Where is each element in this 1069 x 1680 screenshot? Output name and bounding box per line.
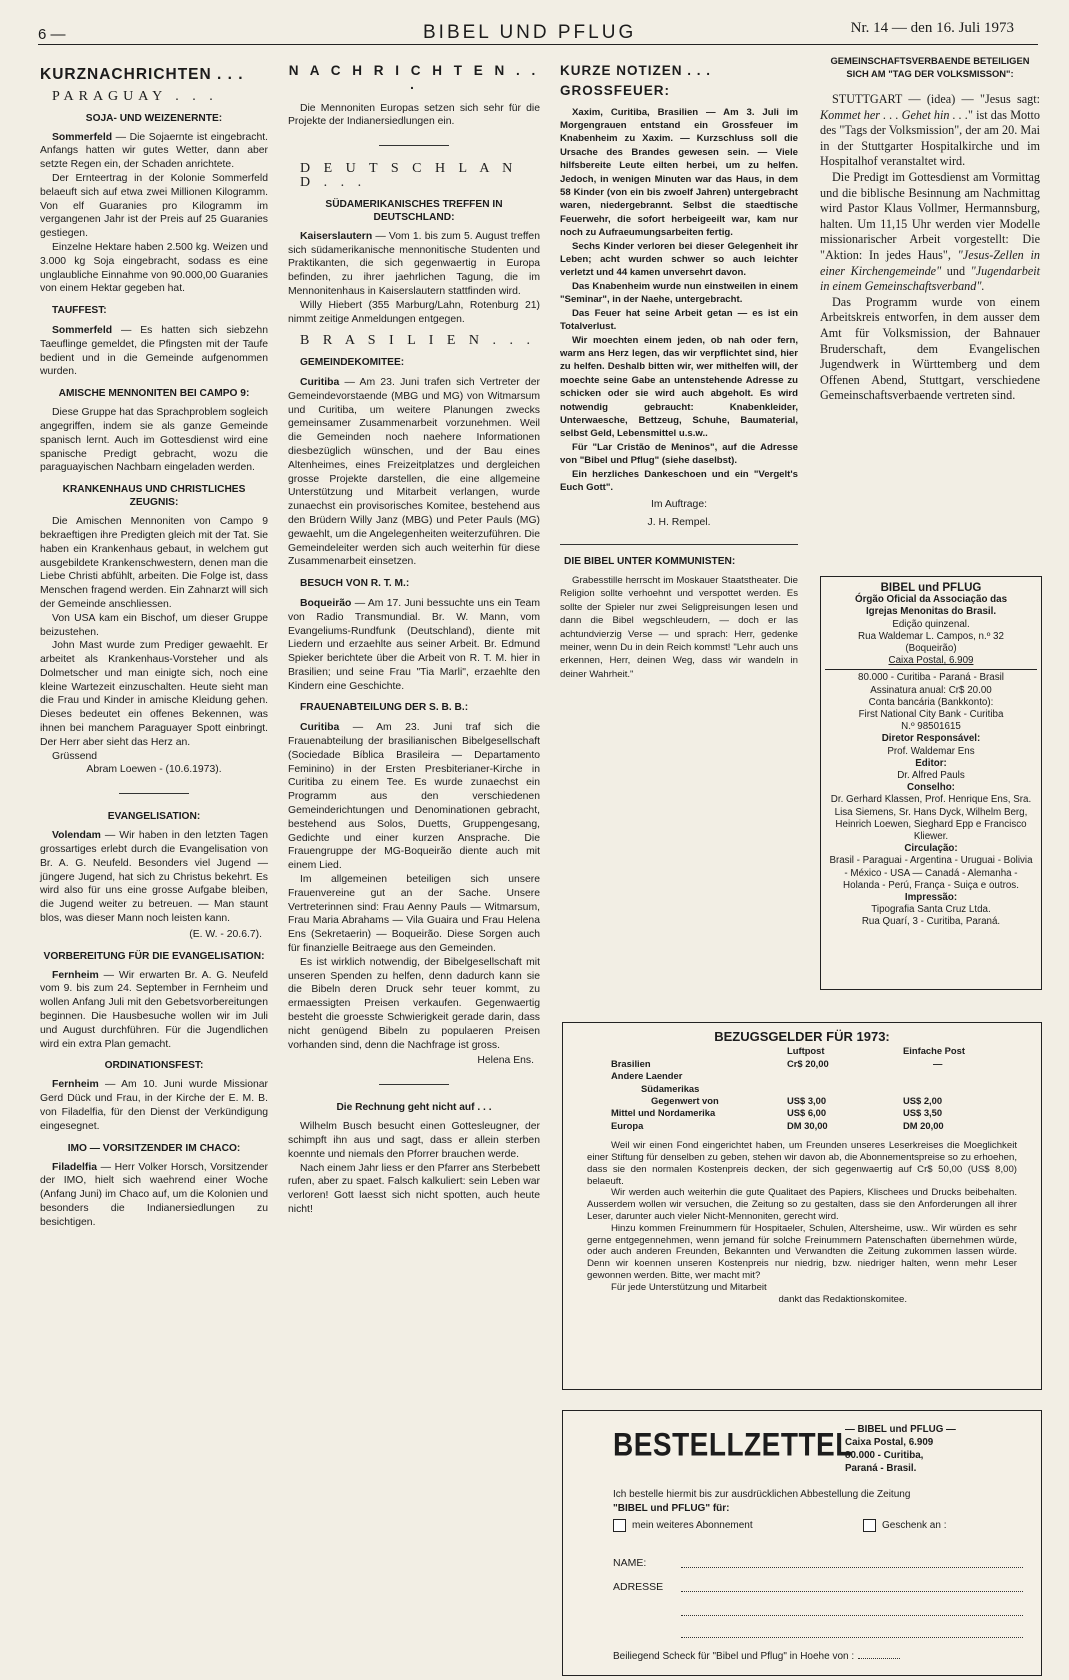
table-row bbox=[611, 1070, 1019, 1082]
article-title: SÜDAMERIKANISCHES TREFFEN IN DEUTSCHLAND: bbox=[325, 198, 503, 223]
masthead-line: Dr. Alfred Pauls bbox=[897, 770, 965, 782]
masthead-line: Conselho: bbox=[907, 782, 955, 794]
article-paragraph: Von USA kam ein Bischof, um dieser Gruppe beizustehen. bbox=[40, 612, 268, 638]
article-paragraph: Kaiserslautern — Vom 1. bis zum 5. August treffen sich südamerikanische mennonitische Studenten und Praktikanten, die sich gegenwaertig in Europa befinden, zu ihrer jaehrlichen Tagung, die im Mennonitenhaus in Kaiserslautern stattfinden wird. bbox=[288, 230, 540, 297]
row-label: Europa bbox=[611, 1119, 644, 1131]
article-paragraph: Es ist wirklich notwendig, der Bibelgesellschaft mit unseren Spenden zu helfen, denn dadurch kann sie die Bibeln deren Druck sehr teuer kommt, zu ermaessigten Preisen verkaufen. Gegenwaertig besteht die groesste Schwierigkeit gerade darin, dass nicht genügend Bibeln zu populaeren Preisen vorhanden sind, denn die Nachfrage ist gross. bbox=[288, 956, 540, 1051]
article-title: GEMEINDEKOMITEE: bbox=[300, 357, 405, 369]
order-instruction: Ich bestelle hiermit bis zur ausdrücklichen Abbestellung die Zeitung bbox=[613, 1489, 911, 1500]
article-paragraph: Die Mennoniten Europas setzen sich sehr für die Projekte der Indianersiedlungen ein. bbox=[288, 102, 540, 128]
masthead-line: Rua Quarí, 3 - Curitiba, Paraná. bbox=[861, 916, 1001, 928]
article-title: IMO — VORSITZENDER IM CHACO: bbox=[67, 1142, 241, 1154]
row-air: US$ 3,00 bbox=[787, 1095, 827, 1107]
article-body bbox=[560, 574, 798, 681]
header-luftpost: Luftpost bbox=[787, 1045, 825, 1057]
masthead-line: Dr. Gerhard Klassen, Prof. Henrique Ens, Sra. Lisa Siemens, Sr. Hans Dyck, Wilhelm Berg, Heinrich Loewen, Sieghard Epp e Francisco Kliewer. bbox=[830, 794, 1032, 843]
masthead-line: (Boqueirão) bbox=[905, 643, 957, 655]
article-paragraph: Das Knabenheim wurde nun einstweilen in einem "Seminar", in der Naehe, untergebracht. bbox=[560, 280, 798, 306]
address-field[interactable] bbox=[613, 1581, 1023, 1593]
article-title: TAUFFEST: bbox=[52, 305, 107, 317]
masthead-line: Tipografia Santa Cruz Ltda. bbox=[871, 904, 991, 916]
article-title: GROSSFEUER: bbox=[560, 82, 671, 98]
article-paragraph: Die Amischen Mennoniten von Campo 9 bekraeftigen ihre Predigten gleich mit der Tat. Sie haben ein Krankenhaus gebaut, in welchem gut ausgebildete Krankenschwestern, denen man die Liebe Christi abfühlt, arbeiten. Die Folge ist, dass Menschen fragend werden. Ein Zahnarzt will sich der Gemeinde anschliessen. bbox=[40, 516, 268, 610]
article-paragraph: Fernheim — Am 10. Juni wurde Missionar Gerd Dück und Frau, in der Kirche der E. M. B. von Filadelfia, für den Dienst der Verkündigung eingesegnet. bbox=[40, 1079, 268, 1132]
article-paragraph: Im allgemeinen beteiligen sich unsere Frauenvereine gut an der Sache. Unsere Vertreterinnen sind: Frau Aenny Pauls — Witmarsum, Frau Maria Abrahams — Vila Guaira und Frau Helena Ens (Sekretaerin) — Boqueirão. Diese Sorgen auch für finanzielle Beitraege aus den Gemeinden. bbox=[288, 874, 540, 955]
article-paragraph: Filadelfia — Herr Volker Horsch, Vorsitzender der IMO, hielt sich waehrend einer Woche (Anfang Juni) im Chaco auf, um die Kolonien und besonders die Indianersiedlungen zu besichtigen. bbox=[40, 1161, 268, 1228]
prices-paragraph: Wir werden auch weiterhin die gute Qualitaet des Papiers, Klischees und Drucks beibehalten. Ausserdem wollen wir versuchen, die Zeitung so zu gestalten, dass sie den Anforderungen all ihrer Leser, darunter auch vieler Nicht-Mennoniten, gerecht wird. bbox=[587, 1187, 1017, 1223]
masthead-line: Órgão Oficial da Associação das bbox=[854, 594, 1008, 606]
country-heading: PARAGUAY . . . bbox=[52, 88, 218, 104]
article-paragraph: Sommerfeld — Es hatten sich siebzehn Taeuflinge gemeldet, die Pfingsten mit der Taufe bedient und in die Gemeinde aufgenommen wurden. bbox=[40, 324, 268, 378]
order-address-line: — BIBEL und PFLUG — bbox=[845, 1424, 956, 1435]
row-label: Brasilien bbox=[611, 1057, 651, 1069]
masthead-line: Prof. Waldemar Ens bbox=[887, 745, 975, 757]
separator-rule bbox=[825, 669, 1037, 670]
article-title: ORDINATIONSFEST: bbox=[104, 1060, 204, 1072]
article-paragraph: Wilhelm Busch besucht einen Gottesleugner, der schimpft ihn aus und sagt, dass er allein sterben koennte und niemals den Pforrer brauchen werde. bbox=[288, 1121, 540, 1160]
article-body bbox=[820, 92, 1040, 404]
order-form-title: BESTELLZETTEL bbox=[613, 1426, 853, 1463]
country-heading: D E U T S C H L A N D . . . bbox=[300, 161, 518, 190]
masthead-line: Impressão: bbox=[904, 892, 958, 904]
masthead-info-box bbox=[820, 576, 1042, 990]
article-paragraph: John Mast wurde zum Prediger gewaehlt. Er arbeitet als Krankenhaus-Vorsteher und als Dolmetscher und man einigte sich, noch eine kleine Wartezeit einzuschalten. Heute sieht man die Frau und Kinder in amische Kleidung gehen. Dieses bedeutet ein offenes Bekennen, was ihnen bei manchem Paraguayer Spott einbringt. Der Herr aber sieht das Herz an. bbox=[40, 640, 268, 748]
article-title: DIE BIBEL UNTER KOMMUNISTEN: bbox=[564, 555, 736, 567]
masthead-line: 80.000 - Curitiba - Paraná - Brasil bbox=[858, 672, 1004, 684]
table-row bbox=[611, 1107, 1019, 1119]
masthead-line: Editor: bbox=[915, 757, 947, 769]
article-body bbox=[560, 106, 798, 495]
option-label: Geschenk an : bbox=[882, 1520, 947, 1531]
article-title: SOJA- UND WEIZENERNTE: bbox=[85, 112, 223, 124]
article-title: GEMEINSCHAFTSVERBAENDE BETEILIGEN SICH AM "TAG DER VOLKSMISSON": bbox=[830, 55, 1030, 79]
separator-rule bbox=[379, 145, 449, 146]
row-air: Cr$ 20,00 bbox=[787, 1057, 829, 1069]
row-label: Mittel und Nordamerika bbox=[611, 1107, 716, 1119]
table-row bbox=[611, 1095, 1019, 1107]
signature: Helena Ens. bbox=[477, 1055, 534, 1067]
row-label: Andere Laender bbox=[611, 1070, 683, 1082]
page-number: 6 — bbox=[38, 26, 66, 43]
masthead-line: Conta bancária (Bankkonto): bbox=[868, 696, 994, 708]
article-paragraph: Das Programm wurde von einem Arbeitskreis entworfen, in dem ausser dem Amt für Volksmission, der Bahnauer Bruderschaft, dem Evangelischen Jugendwerk in Württemberg und dem Offenen Abend, Stuttgart, verschiedene Gemeinschaftsverbaende vertreten sind. bbox=[820, 294, 1040, 403]
masthead-title: BIBEL und PFLUG bbox=[880, 582, 982, 594]
masthead-line: Igrejas Menonitas do Brasil. bbox=[865, 606, 997, 618]
article-title: AMISCHE MENNONITEN BEI CAMPO 9: bbox=[58, 388, 250, 400]
article-paragraph: Volendam — Wir haben in den letzten Tagen grossartiges erlebt durch die Evangelisation von Br. A. G. Neufeld. Besonders viel Jugend — jüngere Jugend, hat sich zu Christus bekehrt. Es wird also für uns eine grosse Aufgabe bleiben, die Jugend weiter zu betreuen. — Man staunt blos, was dieser Mann noch leisten kann. bbox=[40, 830, 268, 925]
checkbox-gift[interactable] bbox=[863, 1519, 876, 1532]
newspaper-title: BIBEL UND PFLUG bbox=[423, 22, 637, 43]
article-paragraph: Fernheim — Wir erwarten Br. A. G. Neufeld vom 9. bis zum 24. September in Fernheim und wollen Anfang Juli mit den Gebetsvorbereitungen beginnen. Die Hausbesuche wollen wir im Juli und August durchführen. Für die Jugendlichen wird ein extra Plan gemacht. bbox=[40, 969, 268, 1050]
table-row bbox=[611, 1083, 1019, 1095]
article-paragraph: STUTTGART — (idea) — "Jesus sagt: Kommet her . . . Gehet hin . . ." ist das Motto des "Tags der Volksmission", der am 20. Mai in der Stuttgarter Hospitalkirche und im Hospitalhof veranstaltet wird. bbox=[820, 92, 1040, 169]
option-label: mein weiteres Abonnement bbox=[632, 1520, 753, 1531]
separator-rule bbox=[560, 544, 798, 545]
article-paragraph: Die Predigt im Gottesdienst am Vormittag und die biblische Besinnung am Nachmittag wird Pastor Klaus Vollmer, Hermannsburg, halten. Um 11,15 Uhr werden vier Modelle missionarischer Arbeit vorgestellt: Die "Aktion: In jedes Haus", "Jesus-Zellen in einer Kirchengemeinde" und "Jugendarbeit in einem Gemeinschaftsverband". bbox=[820, 169, 1041, 294]
masthead-line: Rua Waldemar L. Campos, n.º 32 bbox=[858, 630, 1004, 642]
table-row bbox=[611, 1058, 1019, 1070]
article-paragraph: Ein herzliches Dankeschoen und ein "Vergelt's Euch Gott". bbox=[560, 468, 798, 493]
subscription-prices-box bbox=[562, 1022, 1042, 1390]
article-paragraph: Curitiba — Am 23. Juni trafen sich Vertreter der Gemeindevorstaende (MBG und MG) von Witmarsum und Curitiba, um weitere Planungen zwecks gemeinsamer Zusammenarbeit vorzunehmen. Weil die Gemeinden noch naehere Informationen diesbezüglich wünschen, und der Bau eines Altenheimes, eines Freizeitplatzes und dergleichen grosse Projekte darstellen, die eine allgemeine Unterstützung und Mitarbeit verlangen, wurde zunaechst ein provisorisches Komitee, bestehend aus den Brüdern Willy Janz (MBG) und Peter Pauls (MG) gewaehlt, um die Angelegenheiten weiterzuführen. Die Gemeindeleiter werden sich auch weiterhin für diese Zusammenarbeit einsetzen. bbox=[288, 376, 540, 568]
section-heading: N A C H R I C H T E N . . . bbox=[288, 63, 540, 92]
article-title: EVANGELISATION: bbox=[107, 811, 201, 823]
page-header bbox=[38, 14, 1038, 45]
row-air: DM 30,00 bbox=[787, 1119, 828, 1131]
article-paragraph: Xaxim, Curitiba, Brasilien — Am 3. Juli im Morgengrauen entstand ein Grossfeuer im Knabenheim zu Xaxim. — Kurzschluss soll die Ursache des Brandes gewesen sein. — Viele hilfsbereite Leute eilten herbei, um zu helfen. Jedoch, in wenigen Minuten war das Haus, in dem 58 Kinder (von ein bis zwoelf Jahren) untergebracht waren, niedergebrannt. Selbst die staedtische Feuerwehr, die sofort herbeigeeilt war, kam nur noch zu Aufraeumungsarbeiten fertig. bbox=[560, 106, 798, 239]
signature: Abram Loewen - (10.6.1973). bbox=[86, 764, 222, 776]
prices-paragraph: Weil wir einen Fond eingerichtet haben, um Freunden unseres Leserkreises die Moeglichkeit einer Stiftung für denselben zu geben, stehen wir davon ab, die Abonnementspreise so zu erhoehen, dass sie den normalen Kostenpreis decken, der sich gegenwaertig auf Cr$ 50,00 (US$ 8,00) belaeuft. bbox=[587, 1140, 1017, 1187]
article-title: Die Rechnung geht nicht auf . . . bbox=[336, 1102, 492, 1114]
order-form bbox=[562, 1410, 1042, 1676]
signature-label: Im Auftrage: bbox=[650, 499, 708, 511]
order-address-line: 80.000 - Curitiba, bbox=[845, 1450, 924, 1461]
masthead-line: Brasil - Paraguai - Argentina - Uruguai - Bolivia - México - USA — Canadá - Alemanha - Holanda - Perú, França - Suiça e outros. bbox=[829, 855, 1033, 891]
order-address-line: Paraná - Brasil. bbox=[845, 1463, 917, 1474]
prices-paragraph: Hinzu kommen Freinummern für Hospitaeler, Schulen, Altersheime, usw.. Wir würden es sehr gerne entgegennehmen, wenn jemand für solche Freinummern Patenschaften übernehmen würde, oder auch anderen Freunden, Bekannten und Verwandten die Zeitung zukommen lassen würde. Denn wir koennen unseren Kostenpreis nur niedrig, bzw. niedriger halten, wenn mehr Leser gewonnen werden. Bitte, wer macht mit? bbox=[587, 1222, 1017, 1282]
separator-rule bbox=[379, 1084, 449, 1085]
table-row bbox=[611, 1120, 1019, 1132]
address-dotted-line[interactable] bbox=[681, 1637, 1023, 1638]
row-label: Südamerikas bbox=[641, 1082, 700, 1094]
cheque-amount-line[interactable] bbox=[858, 1658, 900, 1659]
order-address bbox=[845, 1423, 956, 1475]
article-title: VORBEREITUNG FÜR DIE EVANGELISATION: bbox=[43, 950, 265, 962]
article-paragraph: Curitiba — Am 23. Juni traf sich die Frauenabteilung der brasilianischen Bibelgesellschaft (Sociedade Bíblica Brasileira — Departamento Feminino) in der Ersten Presbiterianer-Kirche in Curitiba zu einem Tee. Es wurde zunaechst ein Programm aus den verschiedenen Gemeinderichtungen und Denominationen gebracht, bestehend aus Solos, Duetts, Gruppengesang, Gedichte und einer kurzen Ansprache. Die Frauengruppe der MG-Boqueirão diente auch mit einem Lied. bbox=[288, 722, 540, 872]
column-nachrichten bbox=[288, 62, 540, 1217]
cheque-label: Beiliegend Scheck für "Bibel und Pflug" in Hoehe von : bbox=[613, 1651, 855, 1662]
article-paragraph: Für "Lar Cristão de Meninos", auf die Adresse von "Bibel und Pflug" (siehe daselbst). bbox=[560, 441, 798, 467]
prices-paragraph: Für jede Unterstützung und Mitarbeit bbox=[611, 1281, 767, 1293]
row-simple: US$ 3,50 bbox=[903, 1107, 943, 1119]
signature: J. H. Rempel. bbox=[647, 517, 711, 529]
section-heading: KURZNACHRICHTEN . . . bbox=[40, 66, 244, 83]
address-label: ADRESSE bbox=[613, 1581, 664, 1593]
order-address-line: Caixa Postal, 6.909 bbox=[845, 1437, 934, 1448]
column-volksmission bbox=[820, 52, 1040, 404]
article-paragraph: Sechs Kinder verloren bei dieser Gelegenheit ihr Leben; acht wurden schwer so auch leichter verletzt und 44 kamen unversehrt davon. bbox=[560, 240, 798, 279]
masthead-line: First National City Bank - Curitiba bbox=[858, 709, 1004, 721]
address-dotted-line[interactable] bbox=[681, 1591, 1023, 1592]
article-paragraph: Diese Gruppe hat das Sprachproblem sogleich angegriffen, indem sie als ganze Gemeinde spanisch lernt. Auch im Gottesdienst wird eine spanische Predigt gebracht, wozu die paraguayischen Nachbarn eingeladen werden. bbox=[40, 407, 268, 474]
table-header-row bbox=[611, 1045, 1019, 1057]
masthead-line: Caixa Postal, 6.909 bbox=[888, 655, 974, 667]
option-own-subscription[interactable] bbox=[613, 1519, 753, 1532]
row-air bbox=[787, 1083, 903, 1095]
address-dotted-line[interactable] bbox=[681, 1615, 1023, 1616]
masthead-line: Circulação: bbox=[904, 843, 958, 855]
prices-text bbox=[563, 1132, 1041, 1305]
cheque-line bbox=[613, 1651, 900, 1662]
masthead-line: Assinatura anual: Cr$ 20.00 bbox=[870, 684, 992, 696]
name-field[interactable] bbox=[613, 1557, 1023, 1569]
article-title: FRAUENABTEILUNG DER S. B. B.: bbox=[300, 702, 469, 714]
row-simple: — bbox=[933, 1057, 943, 1069]
article-paragraph: Sommerfeld — Die Sojaernte ist eingebracht. Anfangs hatten wir gutes Wetter, dann aber setzte Regen ein, der Schaden anrichtete. bbox=[40, 131, 268, 171]
separator-rule bbox=[119, 793, 189, 794]
header-einfache-post: Einfache Post bbox=[903, 1045, 965, 1057]
name-label: NAME: bbox=[613, 1557, 647, 1569]
prices-title: BEZUGSGELDER FÜR 1973: bbox=[714, 1029, 890, 1044]
article-paragraph: Willy Hiebert (355 Marburg/Lahn, Rotenburg 21) nimmt zeitige Anmeldungen entgegen. bbox=[288, 299, 540, 325]
article-paragraph: Grabesstille herrscht im Moskauer Staatstheater. Die Religion sollte verhoehnt und verspottet werden. Es sollte der Spieler nur zwei Seligpreisungen lesen und dann die Bibel wegschleudern, — doch er las achtundvierzig Verse — und sprach: Herr, gedenke meiner, wenn Du in dein Reich kommst! "Lehr auch uns erkennen, Herr, deinen Weg, dass wir wandeln in deiner Wahrheit." bbox=[560, 574, 798, 680]
row-simple bbox=[903, 1070, 1019, 1082]
row-simple: DM 20,00 bbox=[903, 1119, 944, 1131]
article-paragraph: Nach einem Jahr liess er den Pfarrer ans Sterbebett rufen, aber zu spaet. Falsch kalkuliert: sein Leben war verloren! Gott laesst sich nicht spotten, auch heute nicht! bbox=[288, 1162, 540, 1215]
masthead-line: Edição quinzenal. bbox=[892, 618, 970, 630]
masthead-line: N.º 98501615 bbox=[901, 721, 961, 733]
article-paragraph: Der Ernteertrag in der Kolonie Sommerfeld belaeuft sich auf etwa zwei Millionen Kilogramm. Von elf Guaranies pro Kilogramm im vergangenen Jahr ist der Preis auf 25 Guaranies gestiegen. bbox=[40, 172, 268, 240]
option-gift[interactable] bbox=[863, 1519, 946, 1532]
section-heading: KURZE NOTIZEN . . . bbox=[560, 63, 712, 78]
column-kurznachrichten bbox=[40, 62, 268, 1230]
order-instruction: "BIBEL und PFLUG" für: bbox=[613, 1503, 730, 1514]
checkbox-own-subscription[interactable] bbox=[613, 1519, 626, 1532]
prices-table bbox=[611, 1045, 1019, 1132]
masthead-line: Diretor Responsável: bbox=[881, 733, 981, 745]
article-paragraph: Einzelne Hektare haben 2.500 kg. Weizen und 3.000 kg Soja eingebracht, sodass es eine unglaubliche Einnahme von 90.000,00 Guaranies von einem Hektar gegeben hat. bbox=[40, 241, 268, 295]
article-paragraph: Das Feuer hat seine Arbeit getan — es ist ein Totalverlust. bbox=[560, 307, 798, 333]
row-air: US$ 6,00 bbox=[787, 1107, 827, 1119]
country-heading: B R A S I L I E N . . . bbox=[300, 333, 536, 349]
greeting: Grüssend bbox=[52, 750, 98, 762]
name-dotted-line[interactable] bbox=[681, 1567, 1023, 1568]
row-label: Gegenwert von bbox=[651, 1095, 719, 1107]
article-paragraph: Wir moechten einem jeden, ob nah oder fern, warm ans Herz legen, das wir verpflichtet sind, hier zu helfen. Deshalb bitten wir, wer mithelfen will, der moechte seine Gabe an untenstehende Adresse zu schicken oder sie wird auch abgeholt. Es wird notwendig gebraucht: Knabenkleider, Unterwaesche, Bettzeug, Schuhe, Baumaterial, selbst Geld, Lebensmittel u.s.w.. bbox=[560, 334, 798, 440]
article-title: BESUCH VON R. T. M.: bbox=[300, 578, 410, 590]
article-paragraph: Boqueirão — Am 17. Juni bessuchte uns ein Team von Radio Transmundial. Br. W. Mann, vom Evangeliums-Rundfunk (Deutschland), diente mit Liedern und erzaehlte aus seiner Arbeit. Br. Edmund Spieker berichtete über die Arbeit von R. T. M. hier in Brasilien; und seine Frau "Tia Marli", erzaehlte den Kindern eine Geschichte. bbox=[288, 597, 540, 692]
column-kurze-notizen bbox=[560, 62, 798, 681]
row-simple bbox=[903, 1083, 1019, 1095]
prices-thanks: dankt das Redaktionskomitee. bbox=[778, 1293, 907, 1305]
row-simple: US$ 2,00 bbox=[903, 1095, 943, 1107]
issue-date: Nr. 14 — den 16. Juli 1973 bbox=[850, 20, 1014, 36]
signature: (E. W. - 20.6.7). bbox=[189, 928, 262, 940]
row-air bbox=[787, 1070, 903, 1082]
article-title: KRANKENHAUS UND CHRISTLICHES ZEUGNIS: bbox=[62, 484, 246, 509]
